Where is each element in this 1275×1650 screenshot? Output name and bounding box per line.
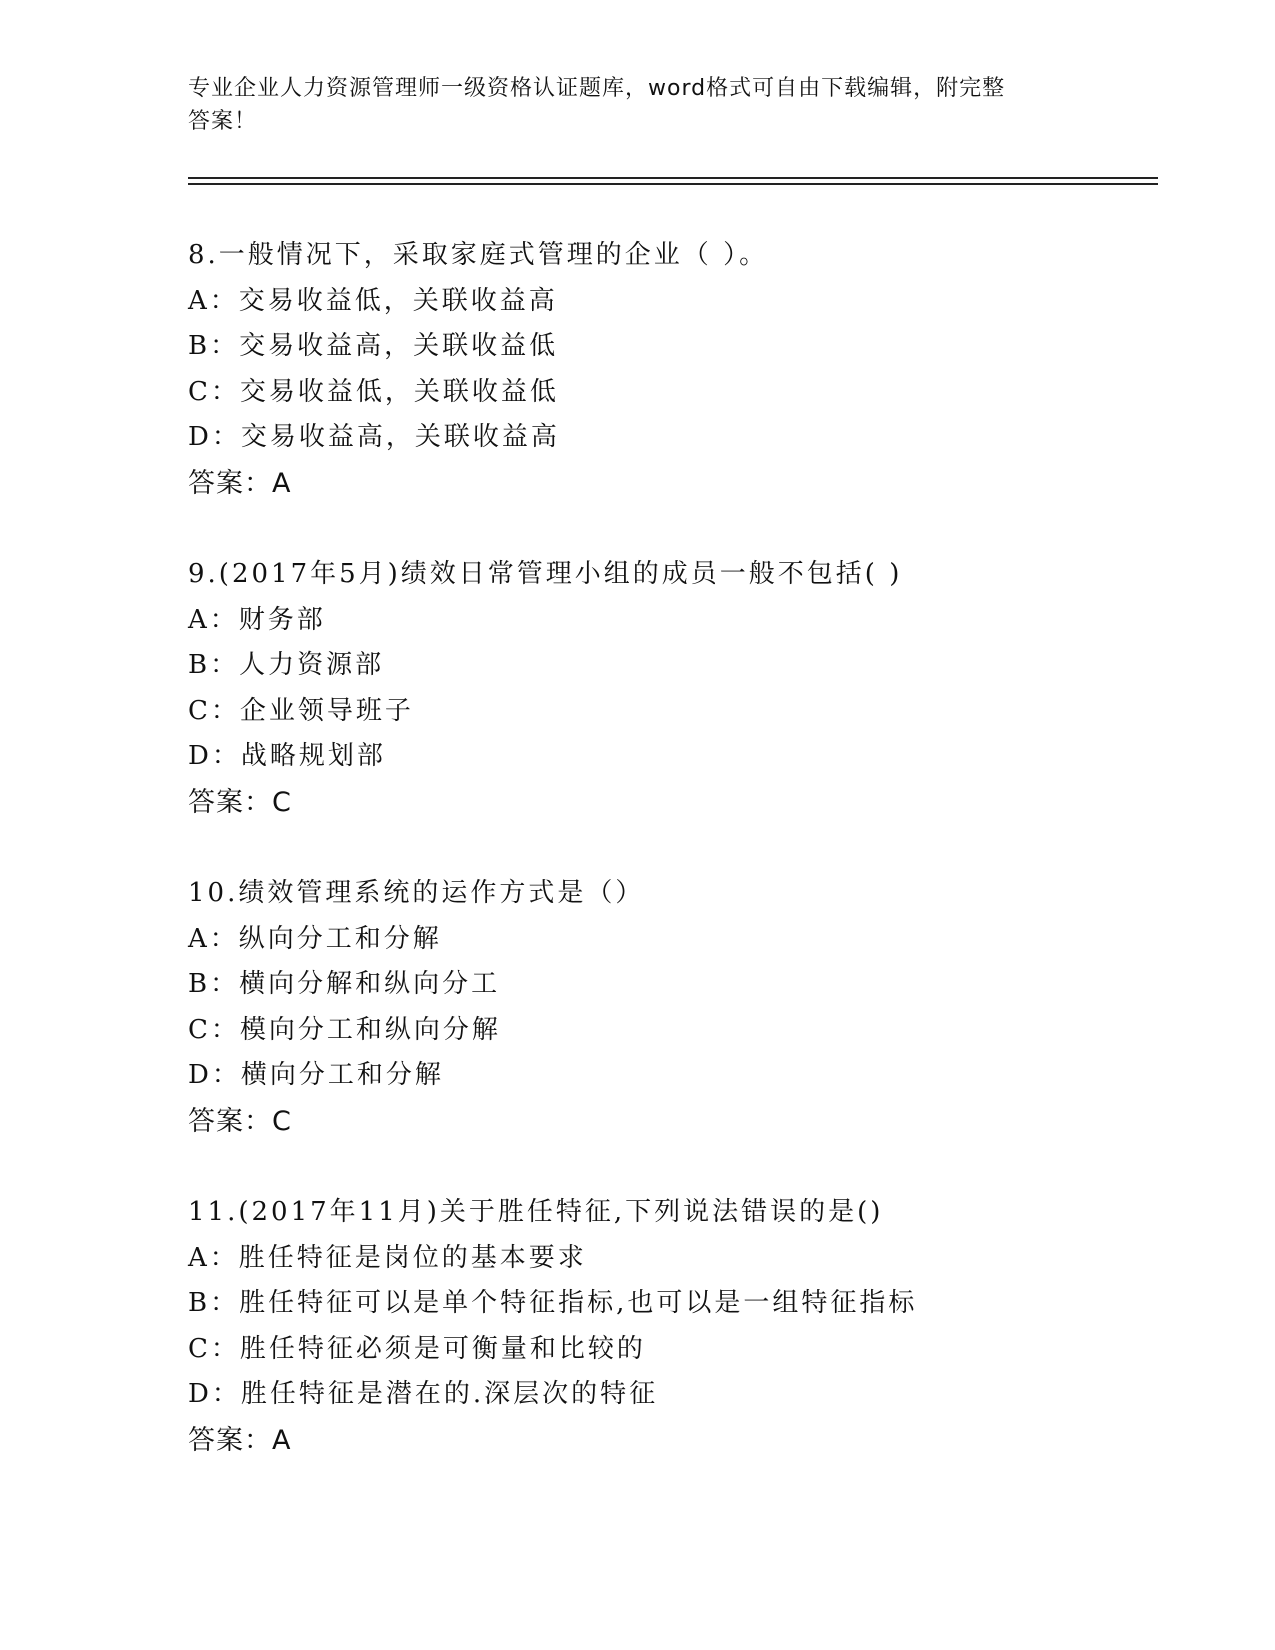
option-a: A：胜任特征是岗位的基本要求: [188, 1242, 587, 1273]
option-b: B：人力资源部: [188, 650, 385, 680]
question-block: [188, 871, 1188, 1144]
answer-line: 答案：A: [188, 1424, 292, 1456]
header-line: 专业企业人力资源管理师一级资格认证题库，word格式可自由下载编辑，附完整: [188, 76, 1006, 101]
option-c: C：企业领导班子: [188, 695, 414, 726]
answer-line: 答案：C: [188, 786, 292, 818]
question-stem: 9.(2017年5月)绩效日常管理小组的成员一般不包括( ): [188, 559, 903, 589]
option-d: D：战略规划部: [188, 741, 386, 771]
question-stem: 11.(2017年11月)关于胜任特征,下列说法错误的是(): [188, 1197, 884, 1227]
option-a: A：交易收益低，关联收益高: [188, 285, 558, 316]
question-block: [188, 552, 1188, 825]
option-b: B：胜任特征可以是单个特征指标,也可以是一组特征指标: [188, 1288, 918, 1318]
answer-line: 答案：A: [188, 467, 292, 499]
option-a: A：纵向分工和分解: [188, 923, 442, 954]
question-block: [188, 233, 1188, 506]
answer-line: 答案：C: [188, 1105, 292, 1137]
header-divider: [188, 183, 1158, 185]
option-b: B：交易收益高，关联收益低: [188, 331, 559, 361]
option-d: D：交易收益高，关联收益高: [188, 422, 560, 452]
option-c: C：模向分工和纵向分解: [188, 1014, 501, 1045]
option-c: C：交易收益低，关联收益低: [188, 376, 559, 407]
question-stem: 10.绩效管理系统的运作方式是（）: [188, 878, 645, 908]
option-b: B：横向分解和纵向分工: [188, 969, 501, 999]
question-block: [188, 1190, 1188, 1463]
option-c: C：胜任特征必须是可衡量和比较的: [188, 1333, 646, 1364]
option-d: D：横向分工和分解: [188, 1060, 444, 1090]
document-header: [188, 72, 1088, 138]
header-divider: [188, 177, 1158, 179]
question-stem: 8.一般情况下，采取家庭式管理的企业（ ）。: [188, 240, 769, 270]
option-a: A：财务部: [188, 604, 326, 635]
option-d: D：胜任特征是潜在的.深层次的特征: [188, 1379, 659, 1409]
header-line: 答案！: [188, 109, 258, 134]
